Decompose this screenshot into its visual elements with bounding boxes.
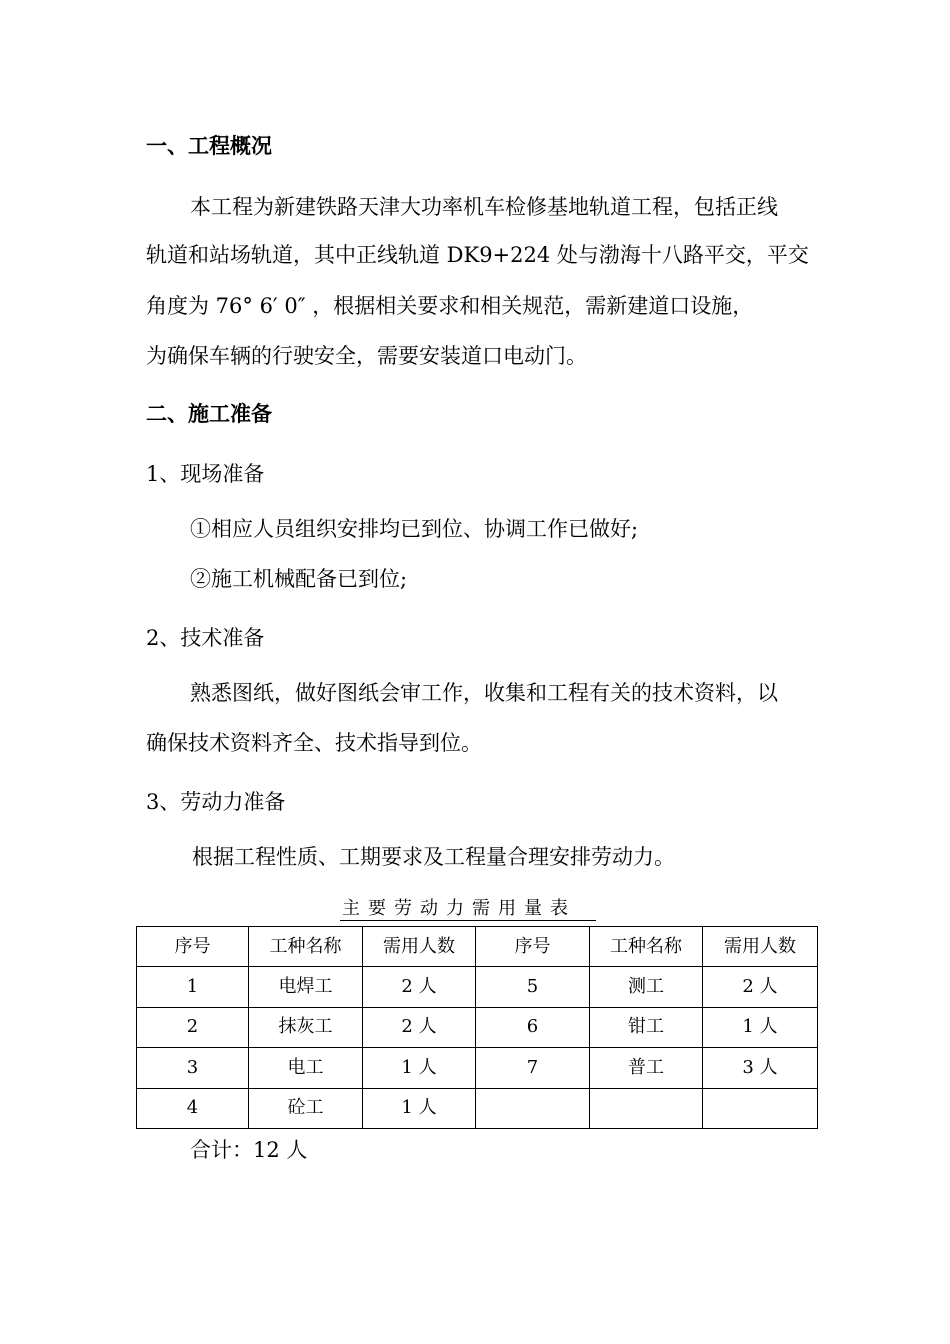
table-cell: 2: [137, 1007, 249, 1047]
table-cell: 7: [476, 1048, 590, 1088]
header-cell: 序号: [137, 927, 249, 967]
subsection-3-title: 3、劳动力准备: [146, 790, 286, 814]
table-cell: [590, 1088, 703, 1128]
table-cell: 3: [137, 1048, 249, 1088]
paragraph-line: 为确保车辆的行驶安全，需要安装道口电动门。: [146, 344, 587, 368]
list-item: ①相应人员组织安排均已到位、协调工作已做好;: [190, 517, 639, 541]
paragraph-line: 确保技术资料齐全、技术指导到位。: [146, 731, 482, 755]
table-cell: 3 人: [703, 1048, 818, 1088]
header-cell: 需用人数: [363, 927, 476, 967]
table-total: 合计：12 人: [190, 1138, 308, 1162]
header-cell: 工种名称: [590, 927, 703, 967]
table-cell: [703, 1088, 818, 1128]
table-cell: 普工: [590, 1048, 703, 1088]
table-cell: 电工: [249, 1048, 363, 1088]
table-cell: 砼工: [249, 1088, 363, 1128]
table-cell: 钳工: [590, 1007, 703, 1047]
table-cell: [476, 1088, 590, 1128]
header-cell: 工种名称: [249, 927, 363, 967]
table-cell: 2 人: [703, 967, 818, 1007]
paragraph-line: 熟悉图纸，做好图纸会审工作，收集和工程有关的技术资料，以: [190, 681, 778, 705]
table-cell: 5: [476, 967, 590, 1007]
header-cell: 需用人数: [703, 927, 818, 967]
table-caption: 主要劳动力需用量表: [342, 898, 576, 919]
table-row: [137, 1088, 818, 1128]
table-cell: 测工: [590, 967, 703, 1007]
subsection-2-title: 2、技术准备: [146, 626, 265, 650]
subsection-1-title: 1、现场准备: [146, 462, 265, 486]
paragraph-line: 轨道和站场轨道，其中正线轨道 DK9+224 处与渤海十八路平交，平交: [146, 243, 809, 267]
labor-table: [136, 926, 818, 1129]
table-cell: 电焊工: [249, 967, 363, 1007]
table-cell: 1: [137, 967, 249, 1007]
table-row: [137, 1007, 818, 1047]
table-cell: 2 人: [363, 1007, 476, 1047]
caption-underline: [340, 920, 596, 921]
paragraph-line: 本工程为新建铁路天津大功率机车检修基地轨道工程，包括正线: [190, 195, 778, 219]
table-cell: 1 人: [363, 1048, 476, 1088]
table-row: [137, 1048, 818, 1088]
table-header-row: [137, 927, 818, 967]
paragraph-line: 根据工程性质、工期要求及工程量合理安排劳动力。: [192, 845, 675, 869]
section-1-title: 一、工程概况: [146, 134, 272, 158]
section-2-title: 二、施工准备: [146, 402, 272, 426]
table-cell: 2 人: [363, 967, 476, 1007]
table-cell: 1 人: [703, 1007, 818, 1047]
table-cell: 6: [476, 1007, 590, 1047]
table-cell: 1 人: [363, 1088, 476, 1128]
header-cell: 序号: [476, 927, 590, 967]
table-cell: 抹灰工: [249, 1007, 363, 1047]
paragraph-line: 角度为 76° 6′ 0″ ，根据相关要求和相关规范，需新建道口设施，: [146, 294, 754, 318]
list-item: ②施工机械配备已到位;: [190, 567, 408, 591]
table-row: [137, 967, 818, 1007]
table-cell: 4: [137, 1088, 249, 1128]
